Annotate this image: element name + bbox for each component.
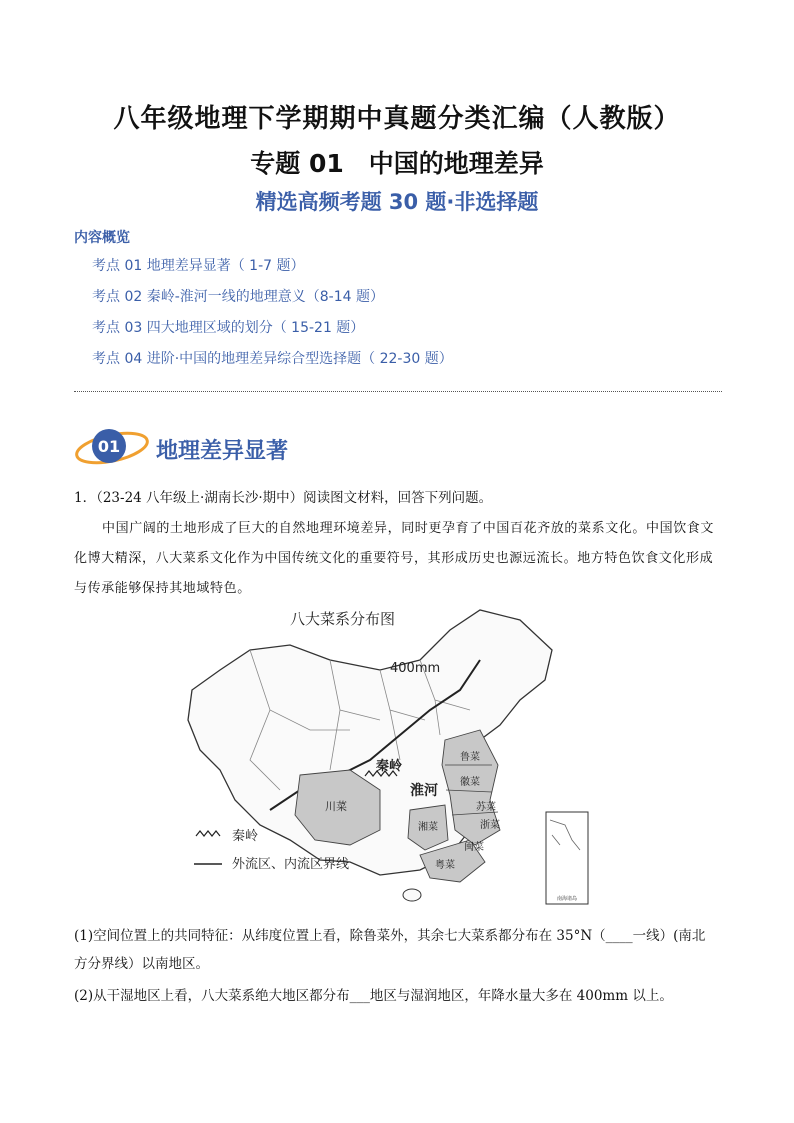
section-number: 01 xyxy=(97,437,121,456)
map-huaihe-label: 淮河 xyxy=(410,783,438,799)
sub-question-1-line-1: (1)空间位置上的共同特征：从纬度位置上看，除鲁菜外，其余七大菜系都分布在 35°N（____一线）(南北 xyxy=(74,928,706,944)
overview-item: 考点 04 进阶·中国的地理差异综合型选择题（ 22-30 题） xyxy=(92,351,453,367)
overview-item: 考点 02 秦岭-淮河一线的地理意义（8-14 题） xyxy=(92,289,384,305)
map-qinling-label: 秦岭 xyxy=(376,759,403,774)
cuisine-label: 闽菜 xyxy=(464,842,484,853)
cuisine-map xyxy=(180,600,600,910)
overview-heading: 内容概览 xyxy=(74,230,130,246)
legend-line-label: 外流区、内流区界线 xyxy=(232,857,350,872)
inset-label: 南海诸岛 xyxy=(556,896,578,902)
cuisine-label: 川菜 xyxy=(325,800,347,813)
overview-item: 考点 01 地理差异显著（ 1-7 题） xyxy=(92,258,305,274)
question-head: 1．（23-24 八年级上·湖南长沙·期中）阅读图文材料，回答下列问题。 xyxy=(74,490,493,506)
cuisine-label: 苏菜 xyxy=(476,802,496,813)
map-title: 八大菜系分布图 xyxy=(290,610,396,628)
overview-list xyxy=(92,256,453,380)
dotted-divider xyxy=(74,391,722,392)
cuisine-label: 湘菜 xyxy=(418,822,438,833)
overview-item: 考点 03 四大地理区域的划分（ 15-21 题） xyxy=(92,320,365,336)
section-title: 地理差异显著 xyxy=(156,439,289,464)
hainan-island xyxy=(403,889,421,901)
doc-title: 八年级地理下学期期中真题分类汇编（人教版） xyxy=(113,104,681,134)
cuisine-label: 鲁菜 xyxy=(460,752,480,763)
section-badge-icon xyxy=(74,424,154,470)
legend-mountain-icon xyxy=(196,831,220,836)
sub-question-1-line-2: 方分界线）以南地区。 xyxy=(74,956,209,972)
cuisine-label: 徽菜 xyxy=(460,777,480,788)
isohyet-label: 400mm xyxy=(390,661,441,676)
question-paragraph: 中国广阔的土地形成了巨大的自然地理环境差异，同时更孕育了中国百花齐放的菜系文化。中国饮食文化博大精深，八大菜系文化作为中国传统文化的重要符号，其形成历史也源远流长。地方特色饮食文化形成与传承能够保持其地域特色。 xyxy=(74,521,715,596)
doc-subtitle: 专题 01 中国的地理差异 xyxy=(250,149,544,178)
legend-mountain-label: 秦岭 xyxy=(232,829,259,844)
inset-map xyxy=(546,812,588,904)
doc-tagline: 精选高频考题 30 题·非选择题 xyxy=(255,190,539,214)
cuisine-label: 浙菜 xyxy=(480,820,500,831)
sub-question-2: (2)从干湿地区上看，八大菜系绝大地区都分布___地区与湿润地区，年降水量大多在 400mm 以上。 xyxy=(74,988,673,1004)
cuisine-label: 粤菜 xyxy=(435,860,455,871)
